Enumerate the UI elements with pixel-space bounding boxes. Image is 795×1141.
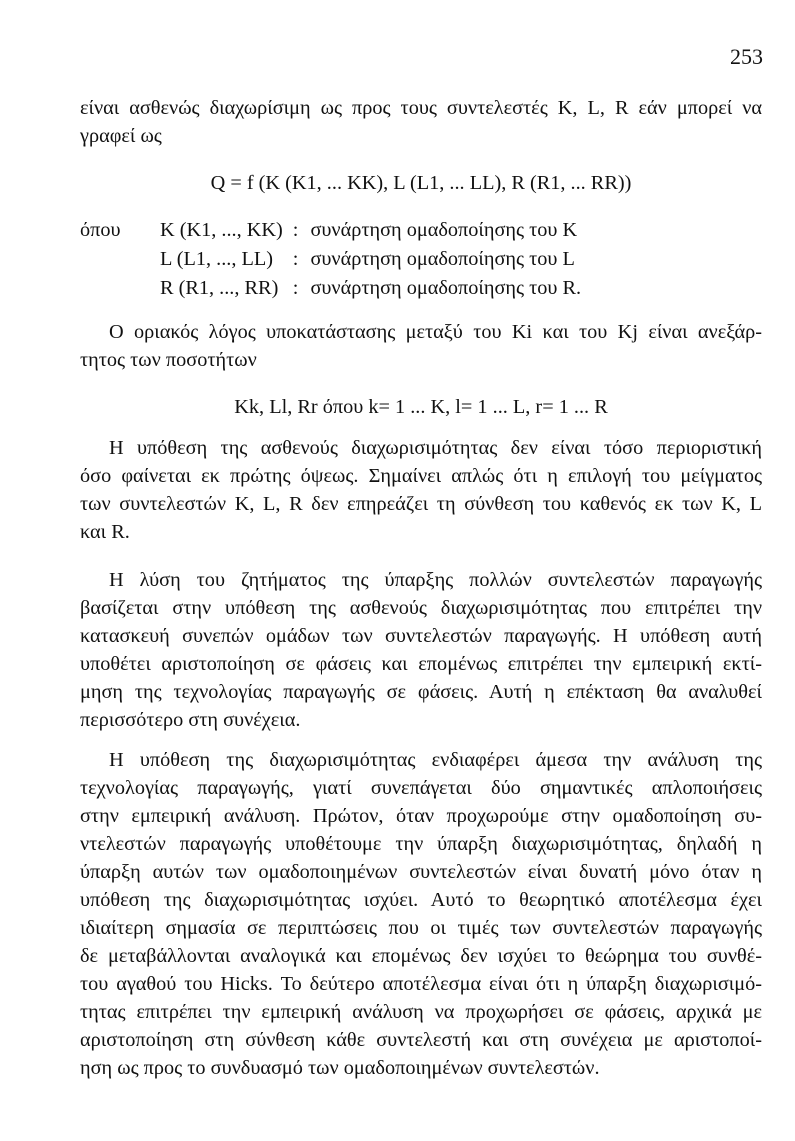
page-number: 253 (730, 44, 763, 69)
paragraph-line: τητας επιτρέπει την εμπειρική ανάλυση να προχωρήσει σε φάσεις, αρχικά με (80, 1001, 762, 1023)
paragraph-4 (80, 566, 762, 734)
paragraph-line: ιδιαίτερη σημασία σε περιπτώσεις που οι τιμές των συντελεστών παραγωγής (80, 917, 762, 939)
paragraph-line: είναι ασθενώς διαχωρίσιμη ως προς τους συντελεστές K, L, R εάν μπορεί να (80, 97, 762, 119)
definition-separator: : (292, 219, 299, 241)
equation-2: Kk, Ll, Rr όπου k= 1 ... K, l= 1 ... L, r= 1 ... R (234, 396, 608, 418)
paragraph-line: ντελεστών παραγωγής υποθέτουμε την ύπαρξη διαχωρισιμότητας, δηλαδή η (80, 833, 762, 855)
definition-desc: συνάρτηση ομαδοποίησης του R. (310, 277, 582, 299)
paragraph-line: ύπαρξη αυτών των ομαδοποιημένων συντελεστών είναι δυνατή μόνο όταν η (80, 861, 762, 883)
paragraph-line: Ο οριακός λόγος υποκατάστασης μεταξύ του Ki και του Kj είναι ανεξάρ- (109, 321, 762, 343)
paragraph-line: Η υπόθεση της ασθενούς διαχωρισιμότητας δεν είναι τόσο περιοριστική (109, 437, 762, 459)
definition-desc: συνάρτηση ομαδοποίησης του K (310, 219, 578, 241)
paragraph-1 (80, 94, 762, 150)
paragraph-line: κατασκευή συνεπών ομάδων των συντελεστών παραγωγής. Η υπόθεση αυτή (80, 625, 762, 647)
paragraph-line: του αγαθού του Hicks. Το δεύτερο αποτέλεσμα είναι ότι η ύπαρξη διαχωρισιμό- (80, 973, 762, 995)
paragraph-line: περισσότερο στη συνέχεια. (80, 709, 301, 731)
definition-term: R (R1, ..., RR) (160, 277, 279, 299)
equation-1: Q = f (K (K1, ... KK), L (L1, ... LL), R (R1, ... RR)) (210, 172, 632, 194)
paragraph-2 (80, 318, 762, 374)
paragraph-line: υποθέτει αριστοποίηση σε φάσεις και επομένως επιτρέπει την εμπειρική εκτί- (80, 653, 762, 675)
paragraph-line: όσο φαίνεται εκ πρώτης όψεως. Σημαίνει απλώς ότι η επιλογή του μείγματος (80, 465, 762, 487)
paragraph-line: υπόθεση της διαχωρισιμότητας ισχύει. Αυτό το θεωρητικό αποτέλεσμα έχει (80, 889, 762, 911)
definition-separator: : (292, 248, 299, 270)
paragraph-line: γραφεί ως (80, 125, 162, 147)
paragraph-line: ηση ως προς το συνδυασμό των ομαδοποιημένων συντελεστών. (80, 1057, 600, 1079)
paragraph-line: τεχνολογίας παραγωγής, γιατί συνεπάγεται δύο σημαντικές απλοποιήσεις (80, 777, 762, 799)
definition-separator: : (292, 277, 299, 299)
paragraph-line: Η υπόθεση της διαχωρισιμότητας ενδιαφέρει άμεσα την ανάλυση της (109, 749, 762, 771)
paragraph-line: τητος των ποσοτήτων (80, 349, 257, 371)
paragraph-3 (80, 434, 762, 546)
paragraph-line: των συντελεστών K, L, R δεν επηρεάζει τη σύνθεση του καθενός εκ των K, L (80, 493, 762, 515)
paragraph-line: και R. (80, 521, 130, 543)
paragraph-line: βασίζεται στην υπόθεση της ασθενούς διαχωρισιμότητας που επιτρέπει την (80, 597, 762, 619)
paragraph-5 (80, 746, 762, 1082)
definitions-intro: όπου (80, 219, 121, 241)
definition-term: L (L1, ..., LL) (160, 248, 274, 270)
definition-desc: συνάρτηση ομαδοποίησης του L (310, 248, 575, 270)
definitions-block (80, 216, 581, 303)
paragraph-line: μηση της τεχνολογίας παραγωγής σε φάσεις. Αυτή η επέκταση θα αναλυθεί (80, 681, 762, 703)
paragraph-line: αριστοποίηση στη σύνθεση κάθε συντελεστή και στη συνέχεια με αριστοποί- (80, 1029, 762, 1051)
paragraph-line: Η λύση του ζητήματος της ύπαρξης πολλών συντελεστών παραγωγής (109, 569, 762, 591)
paragraph-line: δε μεταβάλλονται αναλογικά και επομένως δεν ισχύει το θεώρημα του συνθέ- (80, 945, 762, 967)
paragraph-line: στην εμπειρική ανάλυση. Πρώτον, όταν προχωρούμε στην ομαδοποίηση συ- (80, 805, 762, 827)
definition-term: K (K1, ..., KK) (160, 219, 283, 241)
